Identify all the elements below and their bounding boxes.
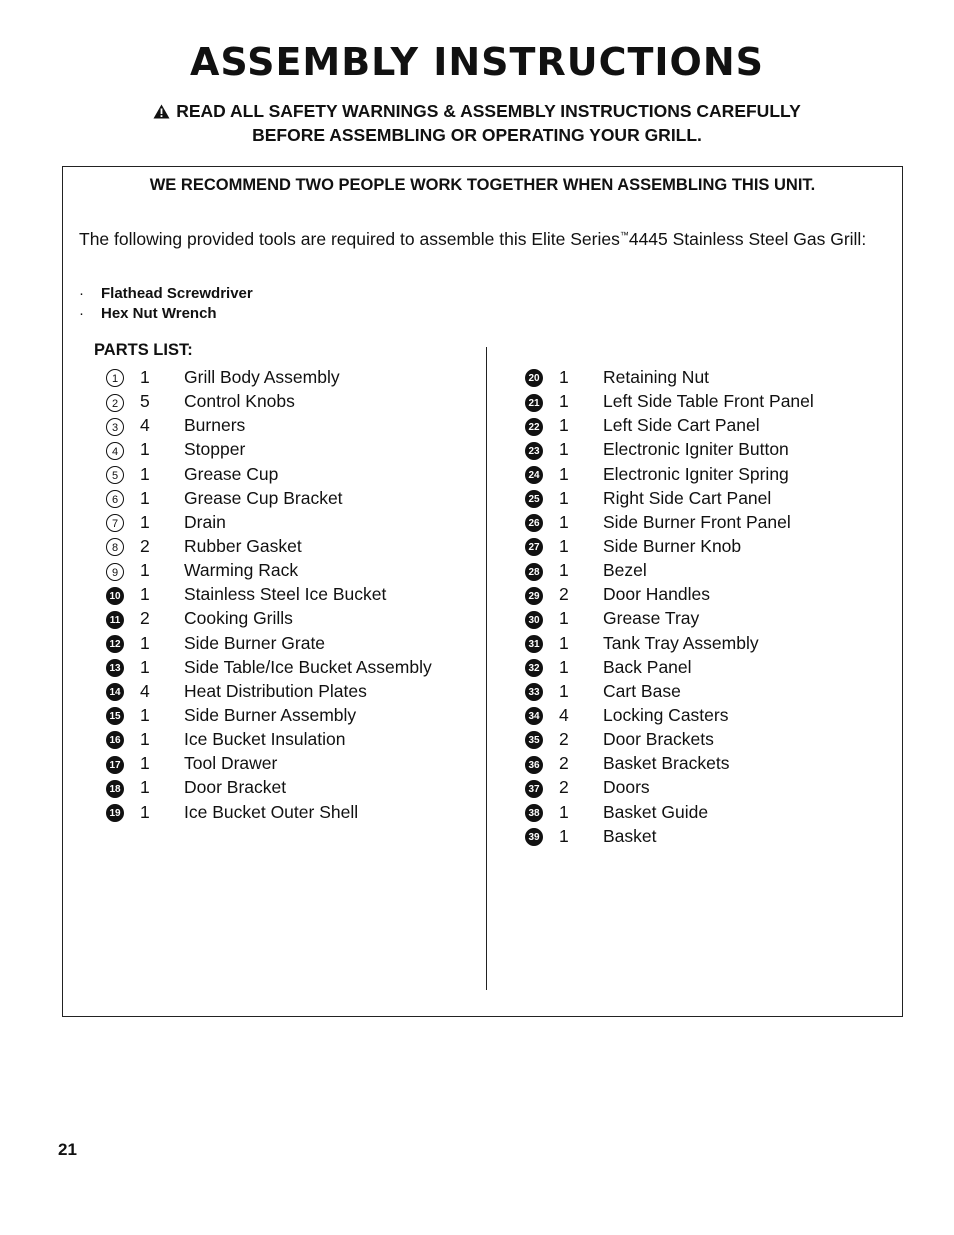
part-number-badge: 2	[106, 394, 124, 412]
parts-list-item	[106, 655, 432, 679]
parts-list-item	[525, 413, 814, 437]
part-quantity: 2	[559, 777, 569, 798]
part-number-badge: 23	[525, 442, 543, 460]
part-name: Stopper	[184, 439, 246, 460]
part-name: Grease Cup Bracket	[184, 487, 343, 508]
parts-list-item	[106, 775, 432, 799]
tool-item	[79, 284, 253, 304]
part-quantity: 1	[559, 391, 569, 412]
part-number-badge: 20	[525, 369, 543, 387]
part-name: Side Burner Front Panel	[603, 511, 791, 532]
parts-list-item	[525, 534, 814, 558]
part-name: Tank Tray Assembly	[603, 632, 759, 653]
part-name: Cooking Grills	[184, 608, 293, 629]
part-number-badge: 31	[525, 635, 543, 653]
part-name: Right Side Cart Panel	[603, 487, 772, 508]
part-number-badge: 24	[525, 466, 543, 484]
part-number-badge: 4	[106, 442, 124, 460]
part-quantity: 4	[559, 704, 569, 725]
parts-list-item	[525, 703, 814, 727]
part-name: Ice Bucket Outer Shell	[184, 801, 359, 822]
part-quantity: 1	[140, 729, 150, 750]
part-quantity: 1	[559, 656, 569, 677]
part-name: Grease Cup	[184, 463, 279, 484]
parts-list-item	[525, 775, 814, 799]
part-name: Side Burner Grate	[184, 632, 326, 653]
part-number-badge: 1	[106, 369, 124, 387]
part-quantity: 1	[559, 632, 569, 653]
part-name: Drain	[184, 511, 226, 532]
part-name: Cart Base	[603, 680, 681, 701]
part-name: Basket Brackets	[603, 753, 730, 774]
parts-list-item	[106, 727, 432, 751]
part-number-badge: 30	[525, 611, 543, 629]
part-name: Side Burner Assembly	[184, 704, 357, 725]
part-name: Doors	[603, 777, 650, 798]
part-quantity: 1	[559, 415, 569, 436]
instructions-box	[62, 166, 903, 1017]
part-quantity: 1	[559, 680, 569, 701]
warning-line-1: READ ALL SAFETY WARNINGS & ASSEMBLY INSTRUCTIONS CAREFULLY	[176, 101, 801, 121]
part-number-badge: 15	[106, 707, 124, 725]
part-quantity: 1	[140, 801, 150, 822]
part-name: Side Table/Ice Bucket Assembly	[184, 656, 432, 677]
bullet-icon: ·	[79, 305, 84, 322]
part-quantity: 2	[140, 608, 150, 629]
parts-column-left	[106, 365, 432, 824]
part-name: Rubber Gasket	[184, 535, 302, 556]
part-quantity: 1	[140, 560, 150, 581]
parts-list-item	[525, 582, 814, 606]
bullet-icon: ·	[79, 285, 84, 302]
part-name: Retaining Nut	[603, 367, 710, 387]
part-number-badge: 14	[106, 683, 124, 701]
part-quantity: 1	[559, 367, 569, 387]
intro-text-after: 4445 Stainless Steel Gas Grill:	[628, 229, 867, 249]
part-quantity: 1	[559, 535, 569, 556]
part-number-badge: 13	[106, 659, 124, 677]
parts-list-item	[525, 800, 814, 824]
part-quantity: 1	[140, 367, 150, 387]
part-number-badge: 10	[106, 587, 124, 605]
parts-list-item	[525, 510, 814, 534]
part-quantity: 1	[140, 632, 150, 653]
part-quantity: 2	[559, 753, 569, 774]
part-number-badge: 38	[525, 804, 543, 822]
part-number-badge: 12	[106, 635, 124, 653]
recommendation-text: WE RECOMMEND TWO PEOPLE WORK TOGETHER WHEN ASSEMBLING THIS UNIT.	[149, 176, 816, 194]
part-quantity: 2	[559, 729, 569, 750]
part-quantity: 1	[559, 608, 569, 629]
parts-list-item	[525, 437, 814, 461]
part-number-badge: 16	[106, 731, 124, 749]
part-quantity: 1	[559, 487, 569, 508]
parts-list-item	[525, 824, 814, 848]
part-number-badge: 35	[525, 731, 543, 749]
part-number-badge: 17	[106, 756, 124, 774]
part-name: Ice Bucket Insulation	[184, 729, 346, 750]
part-number-badge: 18	[106, 780, 124, 798]
part-name: Grill Body Assembly	[184, 367, 340, 387]
parts-list-heading: PARTS LIST:	[94, 341, 193, 359]
part-quantity: 1	[559, 825, 569, 846]
part-name: Door Bracket	[184, 777, 287, 798]
part-number-badge: 39	[525, 828, 543, 846]
part-number-badge: 27	[525, 538, 543, 556]
part-number-badge: 37	[525, 780, 543, 798]
part-name: Warming Rack	[184, 560, 299, 581]
parts-list-item	[106, 437, 432, 461]
part-quantity: 1	[140, 439, 150, 460]
part-name: Control Knobs	[184, 391, 295, 412]
part-number-badge: 21	[525, 394, 543, 412]
tools-list	[79, 284, 253, 324]
parts-list-item	[106, 558, 432, 582]
part-quantity: 1	[559, 439, 569, 460]
part-quantity: 4	[140, 680, 150, 701]
part-quantity: 1	[140, 463, 150, 484]
part-number-badge: 33	[525, 683, 543, 701]
parts-list-item	[106, 631, 432, 655]
part-name: Locking Casters	[603, 704, 729, 725]
part-number-badge: 26	[525, 514, 543, 532]
intro-text-before: The following provided tools are required to assemble this Elite Series	[79, 229, 620, 249]
tool-name: Hex Nut Wrench	[101, 305, 217, 322]
part-quantity: 1	[140, 753, 150, 774]
part-quantity: 2	[140, 535, 150, 556]
part-name: Grease Tray	[603, 608, 700, 629]
part-name: Tool Drawer	[184, 753, 278, 774]
parts-list-item	[106, 510, 432, 534]
parts-list-item	[106, 703, 432, 727]
part-number-badge: 7	[106, 514, 124, 532]
part-quantity: 1	[559, 463, 569, 484]
safety-warning	[0, 100, 954, 146]
part-name: Door Handles	[603, 584, 710, 605]
parts-list-item	[106, 486, 432, 510]
part-quantity: 1	[140, 777, 150, 798]
part-number-badge: 28	[525, 563, 543, 581]
part-name: Stainless Steel Ice Bucket	[184, 584, 387, 605]
tool-item	[79, 304, 253, 324]
part-quantity: 5	[140, 391, 150, 412]
parts-list-item	[525, 631, 814, 655]
part-number-badge: 8	[106, 538, 124, 556]
parts-list-item	[525, 727, 814, 751]
part-name: Back Panel	[603, 656, 692, 677]
part-number-badge: 5	[106, 466, 124, 484]
parts-list-item	[525, 558, 814, 582]
part-number-badge: 11	[106, 611, 124, 629]
parts-list-item	[525, 389, 814, 413]
warning-line-2: BEFORE ASSEMBLING OR OPERATING YOUR GRILL.	[252, 125, 702, 145]
parts-list-item	[106, 462, 432, 486]
parts-list-item	[106, 365, 432, 389]
part-name: Side Burner Knob	[603, 535, 742, 556]
parts-list-item	[525, 606, 814, 630]
parts-list-item	[525, 679, 814, 703]
trademark-symbol: ™	[619, 230, 629, 240]
part-number-badge: 34	[525, 707, 543, 725]
part-number-badge: 32	[525, 659, 543, 677]
warning-triangle-icon	[153, 102, 170, 124]
parts-list-item	[525, 655, 814, 679]
parts-list-item	[525, 486, 814, 510]
part-name: Bezel	[603, 560, 647, 581]
part-quantity: 1	[140, 511, 150, 532]
tools-intro	[79, 224, 891, 250]
parts-list-item	[525, 365, 814, 389]
parts-list-item	[525, 462, 814, 486]
part-name: Electronic Igniter Spring	[603, 463, 789, 484]
part-name: Left Side Cart Panel	[603, 415, 760, 436]
parts-list-item	[106, 800, 432, 824]
part-quantity: 1	[140, 704, 150, 725]
part-number-badge: 29	[525, 587, 543, 605]
part-quantity: 1	[559, 511, 569, 532]
part-name: Burners	[184, 415, 246, 436]
part-number-badge: 9	[106, 563, 124, 581]
column-divider	[486, 347, 487, 990]
part-number-badge: 3	[106, 418, 124, 436]
parts-list-item	[106, 582, 432, 606]
part-quantity: 1	[559, 560, 569, 581]
parts-list-item	[106, 679, 432, 703]
part-name: Door Brackets	[603, 729, 714, 750]
part-number-badge: 25	[525, 490, 543, 508]
parts-list-item	[106, 534, 432, 558]
parts-list-item	[106, 389, 432, 413]
part-name: Basket	[603, 825, 657, 846]
page-number: 21	[58, 1140, 77, 1159]
parts-list-item	[106, 606, 432, 630]
parts-list-item	[106, 751, 432, 775]
part-quantity: 2	[559, 584, 569, 605]
part-number-badge: 36	[525, 756, 543, 774]
part-quantity: 1	[140, 487, 150, 508]
part-number-badge: 19	[106, 804, 124, 822]
part-quantity: 4	[140, 415, 150, 436]
part-name: Heat Distribution Plates	[184, 680, 367, 701]
tool-name: Flathead Screwdriver	[101, 285, 253, 302]
part-quantity: 1	[140, 656, 150, 677]
part-name: Basket Guide	[603, 801, 709, 822]
parts-column-right	[525, 365, 814, 848]
page-title: ASSEMBLY INSTRUCTIONS	[190, 40, 764, 84]
part-number-badge: 6	[106, 490, 124, 508]
parts-list-item	[106, 413, 432, 437]
part-name: Left Side Table Front Panel	[603, 391, 814, 412]
part-quantity: 1	[140, 584, 150, 605]
parts-list-item	[525, 751, 814, 775]
part-name: Electronic Igniter Button	[603, 439, 789, 460]
part-number-badge: 22	[525, 418, 543, 436]
part-quantity: 1	[559, 801, 569, 822]
